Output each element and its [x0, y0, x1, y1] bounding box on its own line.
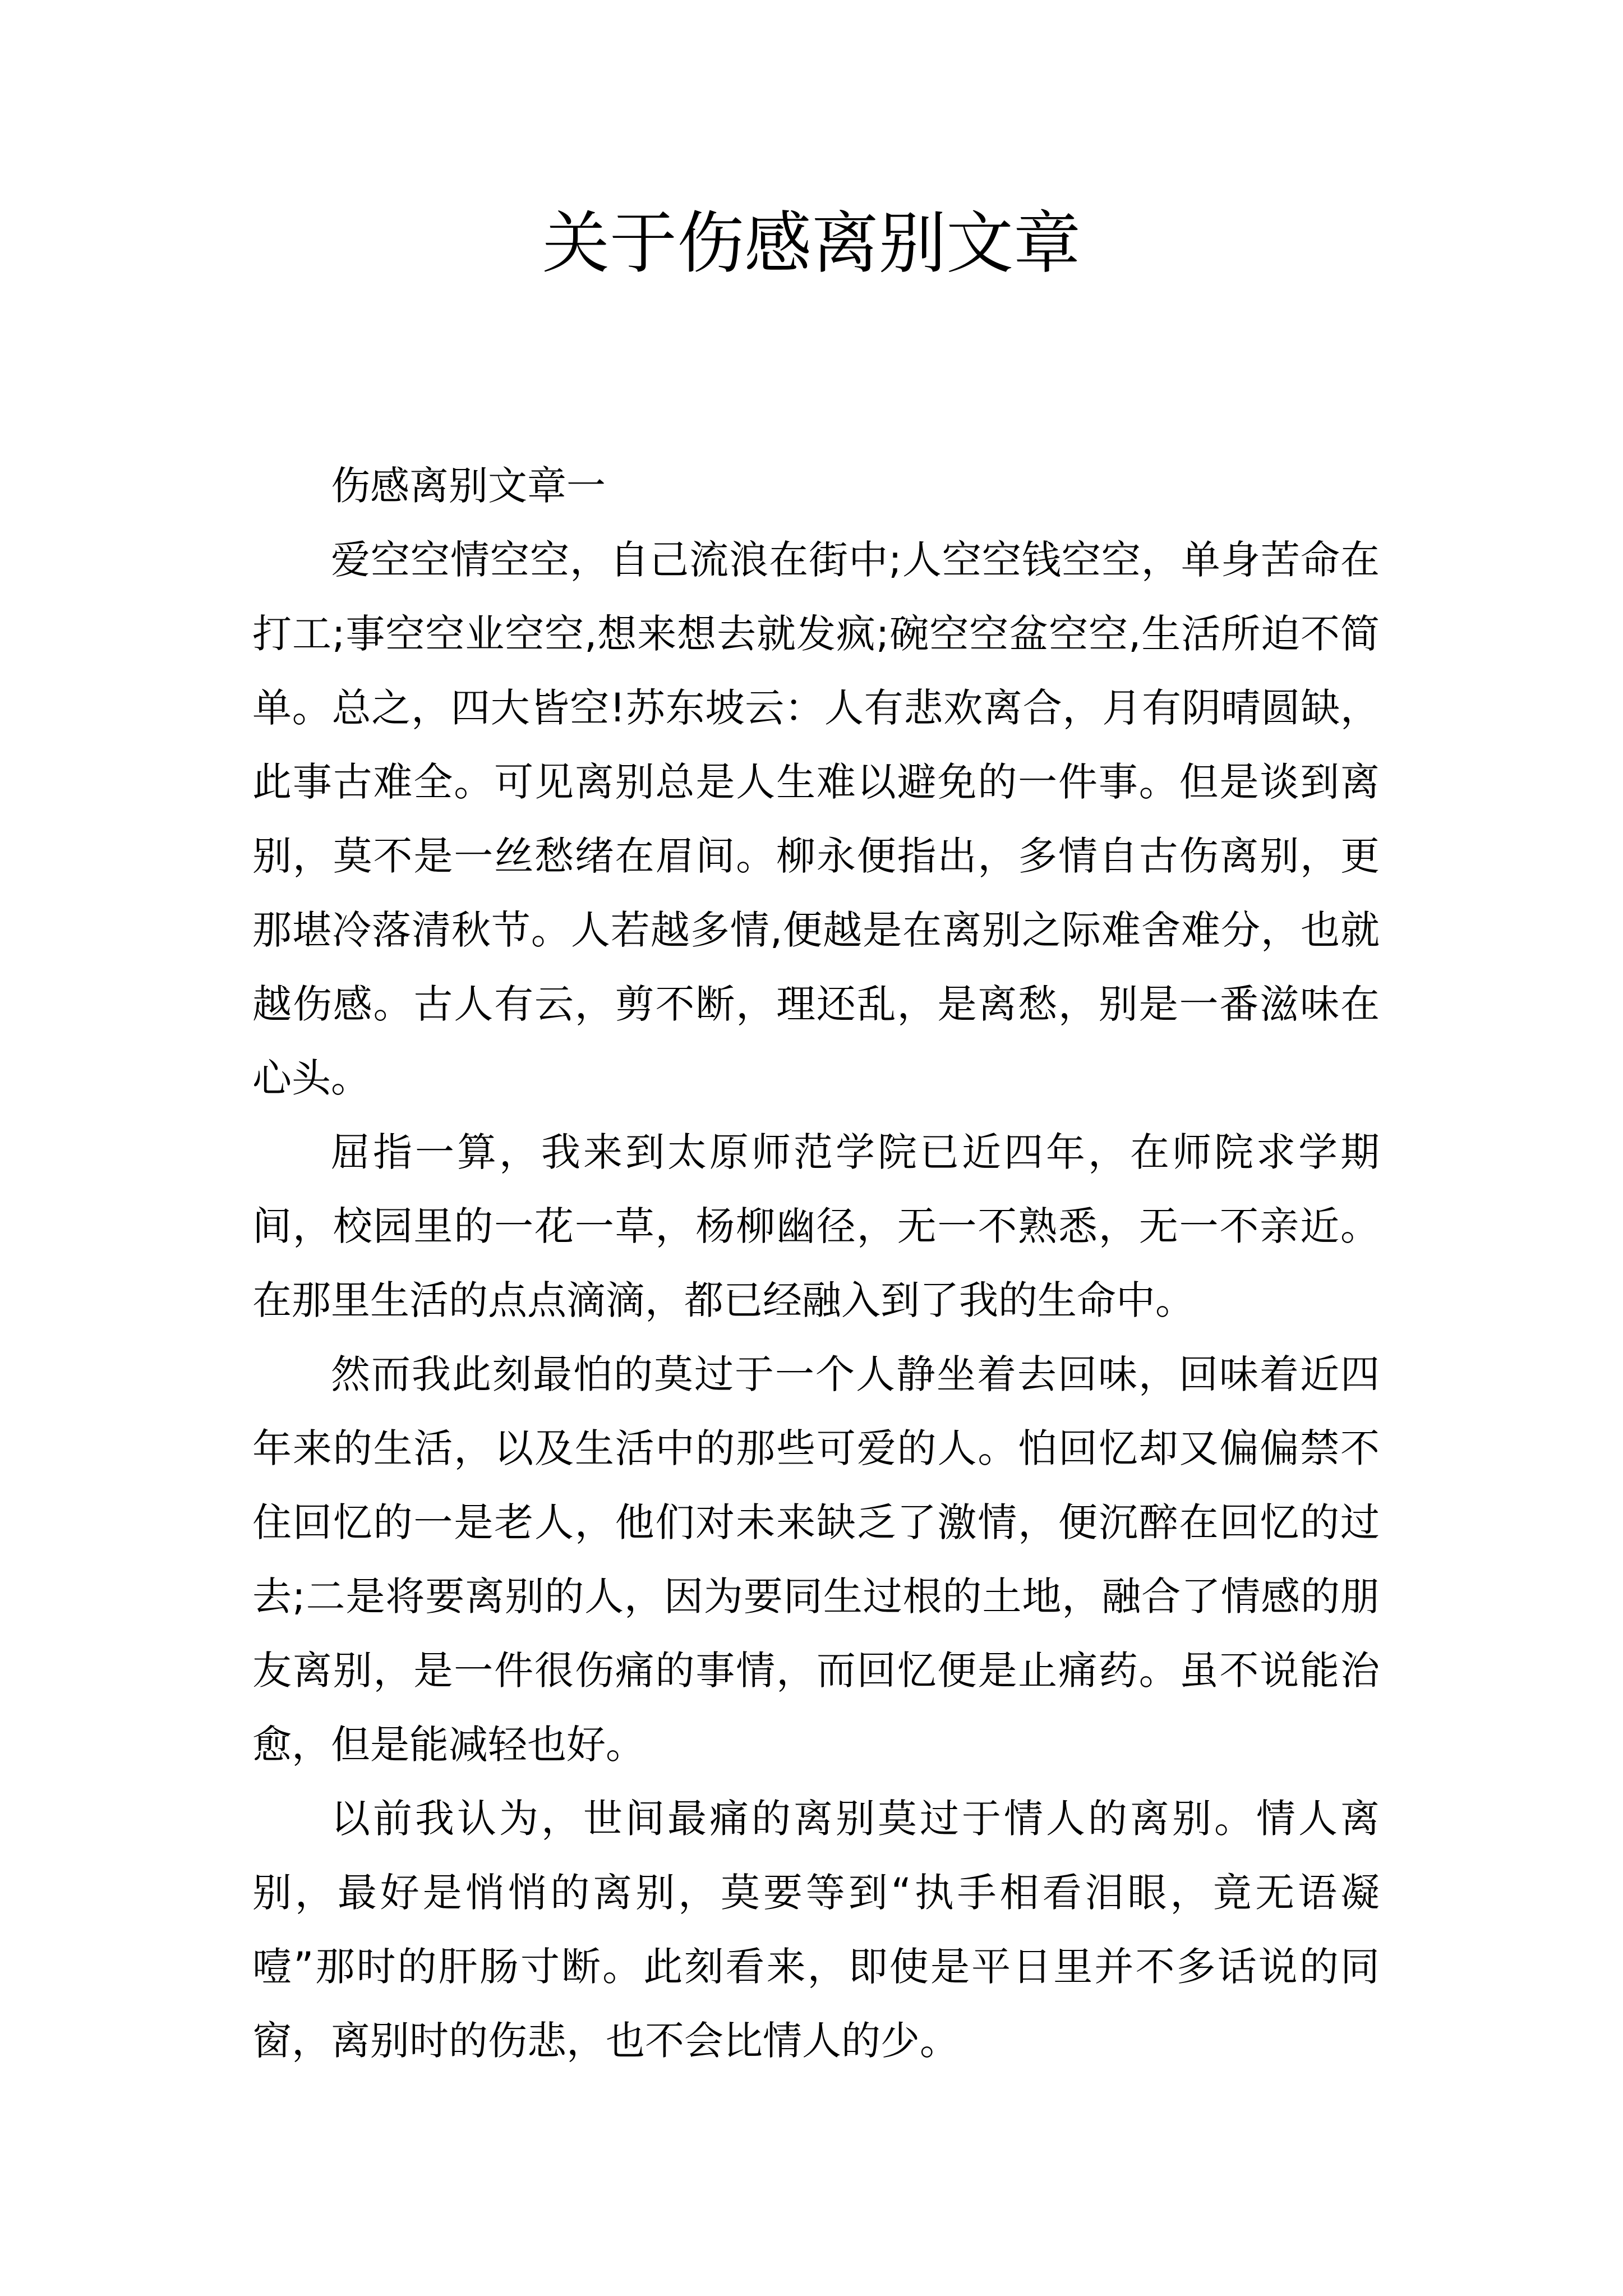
paragraph: 爱空空情空空，自己流浪在街中;人空空钱空空，单身苦命在打工;事空空业空空,想来想去就发疯;碗空空盆空空,生活所迫不简单。总之，四大皆空!苏东坡云：人有悲欢离合，月有阴晴圆缺，此事古难全。可见离别总是人生难以避免的一件事。但是谈到离别，莫不是一丝愁绪在眉间。柳永便指出，多情自古伤离别，更那堪冷落清秋节。人若越多情,便越是在离别之际难舍难分，也就越伤感。古人有云，剪不断，理还乱，是离愁，别是一番滋味在心头。: [252, 537, 1380, 1101]
paragraph: 屈指一算，我来到太原师范学院已近四年，在师院求学期间，校园里的一花一草，杨柳幽径，无一不熟悉，无一不亲近。在那里生活的点点滴滴，都已经融入到了我的生命中。: [252, 1129, 1380, 1323]
section-heading: 伤感离别文章一: [331, 463, 606, 509]
paragraph: 然而我此刻最怕的莫过于一个人静坐着去回味，回味着近四年来的生活，以及生活中的那些可爱的人。怕回忆却又偏偏禁不住回忆的一是老人，他们对未来缺乏了激情，便沉醉在回忆的过去;二是将要离别的人，因为要同生过根的土地，融合了情感的朋友离别，是一件很伤痛的事情，而回忆便是止痛药。虽不说能治愈，但是能减轻也好。: [252, 1351, 1380, 1768]
paragraph: 以前我认为，世间最痛的离别莫过于情人的离别。情人离别，最好是悄悄的离别，莫要等到“执手相看泪眼，竟无语凝噎”那时的肝肠寸断。此刻看来，即使是平日里并不多话说的同窗，离别时的伤悲，也不会比情人的少。: [252, 1796, 1380, 2064]
document-body: [252, 449, 1380, 2078]
document-title: 关于伤感离别文章: [542, 205, 1081, 283]
